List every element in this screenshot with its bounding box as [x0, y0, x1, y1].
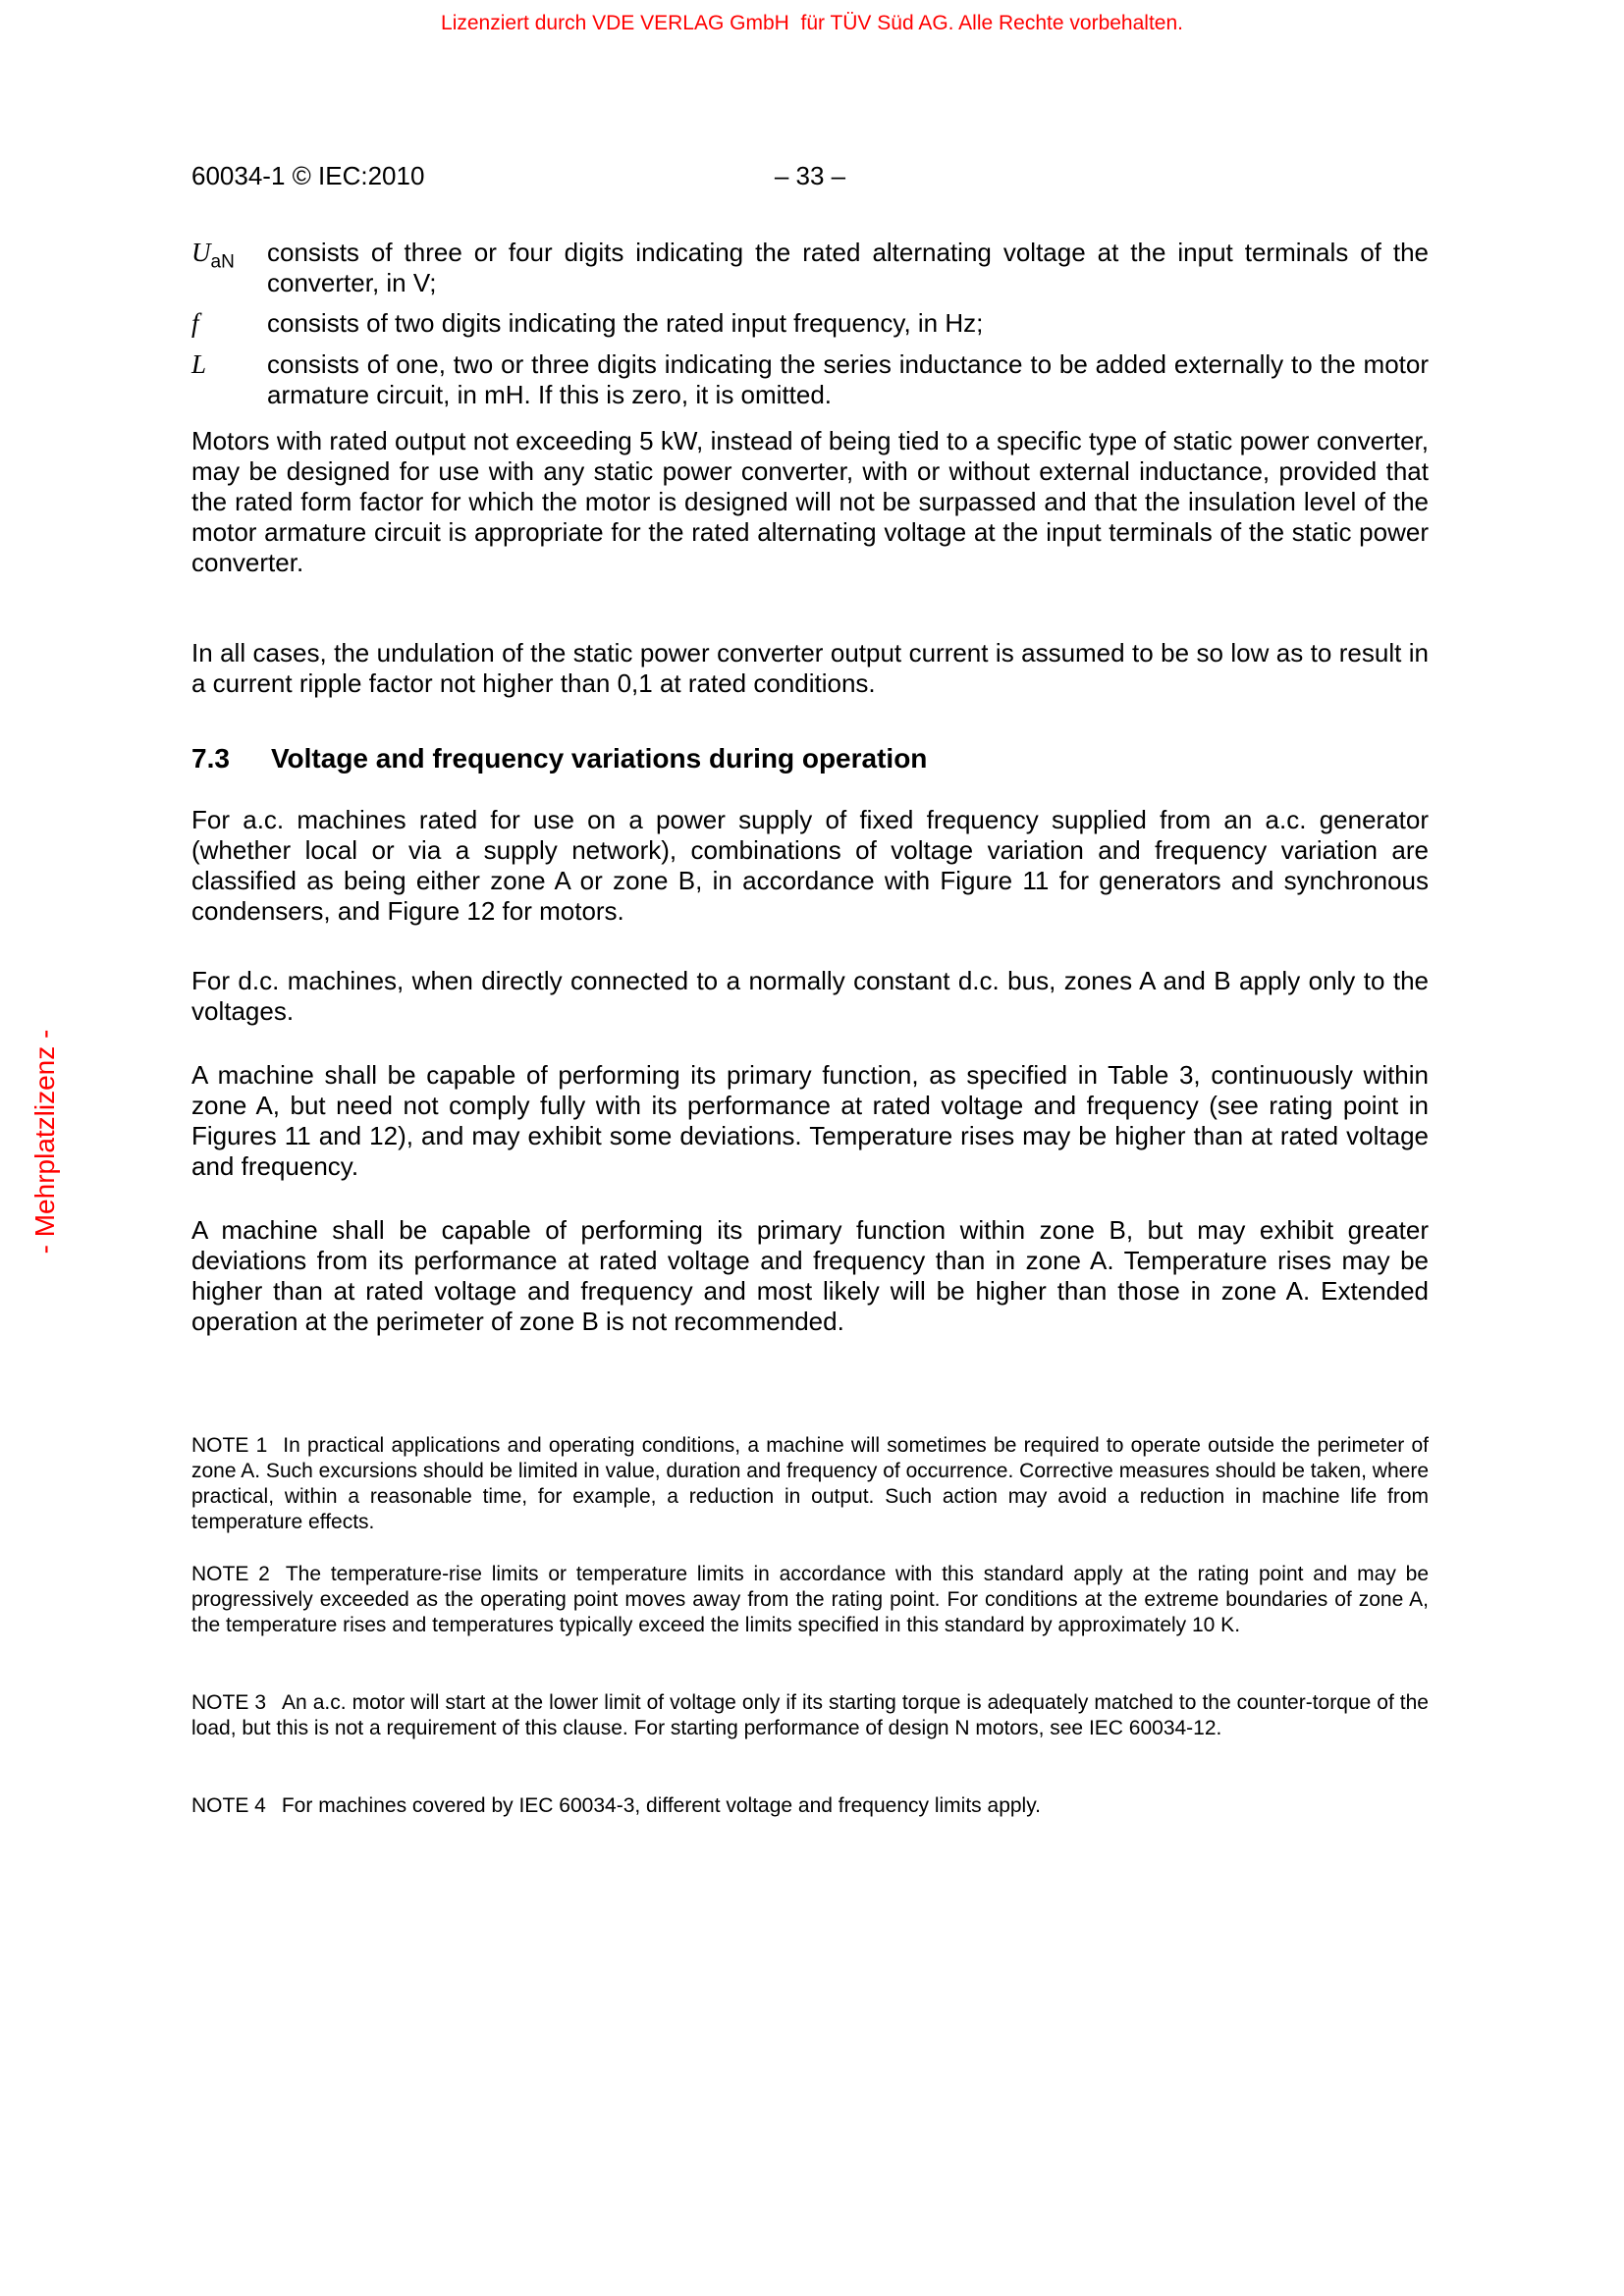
note-label: NOTE 4	[191, 1794, 266, 1817]
note-label: NOTE 2	[191, 1563, 270, 1585]
paragraph-zone-a: A machine shall be capable of performing its primary function, as specified in Table 3, continuously within zone A, but need not comply fully with its performance at rated voltage and frequency (see rating point in Figures 11 and 12), and may exhibit some deviations. Temperature rises may be higher than at rated voltage and frequency.	[191, 1060, 1429, 1181]
definition-term-subscript: aN	[210, 251, 235, 273]
license-banner: Lizenziert durch VDE VERLAG GmbH für TÜV Süd AG. Alle Rechte vorbehalten.	[441, 12, 1183, 34]
definition-text-l: consists of one, two or three digits indicating the series inductance to be added externally to the motor armature circuit, in mH. If this is zero, it is omitted.	[267, 349, 1429, 409]
side-license-vertical-text: - Mehrplatzlizenz -	[29, 1029, 60, 1255]
paragraph-ac-machines: For a.c. machines rated for use on a power supply of fixed frequency supplied from an a.c. generator (whether local or via a supply network), combinations of voltage variation and frequency variation are classified as being either zone A or zone B, in accordance with Figure 11 for generators and synchronous condensers, and Figure 12 for motors.	[191, 805, 1429, 926]
section-number: 7.3	[191, 743, 230, 774]
definition-term-symbol: L	[191, 349, 207, 379]
doc-reference: 60034-1 © IEC:2010	[191, 161, 425, 190]
page-number: – 33 –	[774, 161, 846, 190]
section-heading	[191, 743, 1429, 774]
note-label: NOTE 3	[191, 1691, 267, 1714]
definition-term-f	[191, 308, 199, 339]
definition-text-f: consists of two digits indicating the rated input frequency, in Hz;	[267, 308, 984, 338]
paragraph-in-all-cases: In all cases, the undulation of the static power converter output current is assumed to be so low as to result in a current ripple factor not higher than 0,1 at rated conditions.	[191, 638, 1429, 698]
note-text: The temperature-rise limits or temperature limits in accordance with this standard apply at the rating point and may be progressively exceeded as the operating point moves away from the rating point. For conditions at the extreme boundaries of zone A, the temperature rises and temperatures typically exceed the limits specified in this standard by approximately 10 K.	[191, 1563, 1430, 1636]
note-2	[191, 1562, 1429, 1638]
section-title: Voltage and frequency variations during operation	[270, 743, 928, 774]
note-text: For machines covered by IEC 60034-3, different voltage and frequency limits apply.	[281, 1794, 1041, 1817]
definition-term-l	[191, 349, 206, 380]
note-label: NOTE 1	[191, 1434, 268, 1457]
definition-term-uan	[191, 238, 235, 277]
note-1	[191, 1433, 1429, 1535]
note-3	[191, 1690, 1429, 1741]
note-4	[191, 1793, 1429, 1819]
paragraph-motors: Motors with rated output not exceeding 5 kW, instead of being tied to a specific type of static power converter, may be designed for use with any static power converter, with or without external inductance, provided that the rated form factor for which the motor is designed will not be surpassed and that the insulation level of the motor armature circuit is appropriate for the rated alternating voltage at the input terminals of the static power converter.	[191, 426, 1429, 577]
paragraph-zone-b: A machine shall be capable of performing its primary function within zone B, but may exhibit greater deviations from its performance at rated voltage and frequency than in zone A. Temperature rises may be higher than at rated voltage and frequency and most likely will be higher than those in zone A. Extended operation at the perimeter of zone B is not recommended.	[191, 1215, 1429, 1336]
definition-text-uan: consists of three or four digits indicating the rated alternating voltage at the input terminals of the converter, in V;	[267, 238, 1429, 297]
definition-term-symbol: U	[191, 238, 211, 267]
note-text: In practical applications and operating conditions, a machine will sometimes be required to operate outside the perimeter of zone A. Such excursions should be limited in value, duration and frequency of occurrence. Corrective measures should be taken, where practical, within a reasonable time, for example, a reduction in output. Such action may avoid a reduction in machine life from temperature effects.	[191, 1434, 1429, 1533]
definition-term-symbol: f	[191, 308, 199, 338]
paragraph-dc-machines: For d.c. machines, when directly connected to a normally constant d.c. bus, zones A and B apply only to the voltages.	[191, 966, 1429, 1026]
note-text: An a.c. motor will start at the lower limit of voltage only if its starting torque is adequately matched to the counter-torque of the load, but this is not a requirement of this clause. For starting performance of design N motors, see IEC 60034-12.	[191, 1691, 1429, 1739]
